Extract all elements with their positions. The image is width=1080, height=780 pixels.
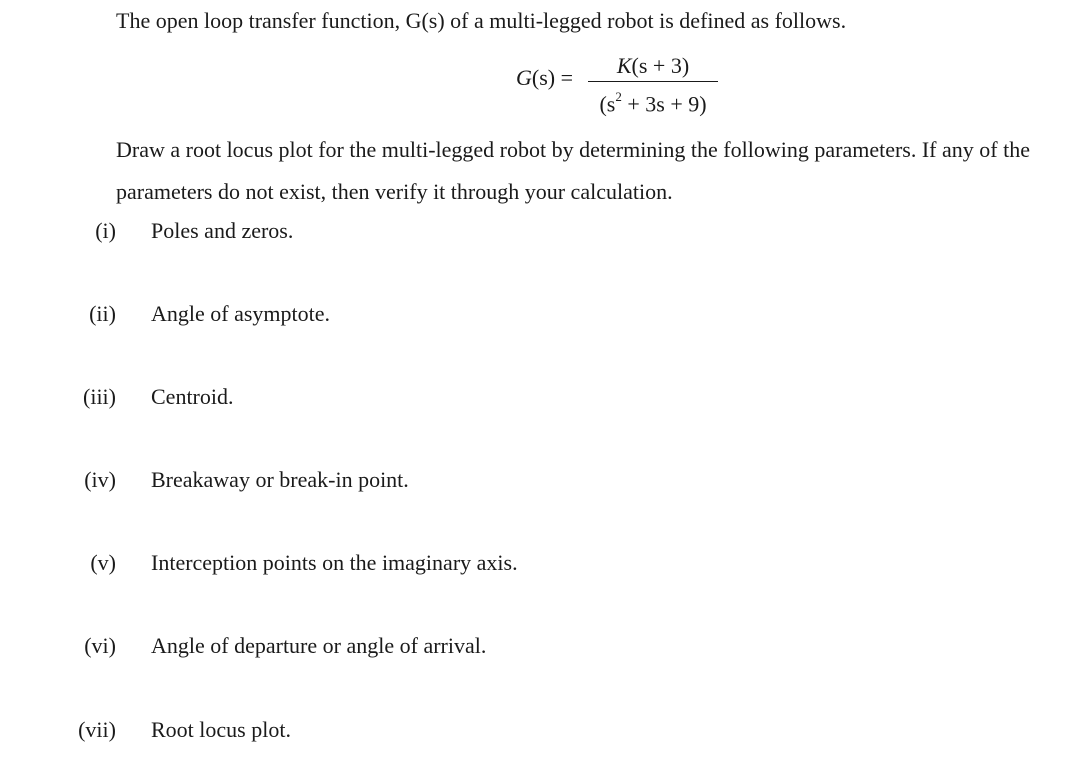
list-item-number: (iii) [83,384,116,409]
equation-lhs-function: G [516,65,532,90]
list-item-text: Angle of asymptote. [151,301,331,326]
list-item-number: (i) [95,218,116,243]
intro-paragraph: The open loop transfer function, G(s) of a multi-legged robot is defined as follows. [116,8,847,33]
equation-denominator [588,85,718,117]
list-item-number: (vii) [78,717,116,742]
denominator-exponent: 2 [615,89,622,105]
transfer-function-equation [516,52,726,118]
equation-numerator [588,52,718,80]
list-item-text: Angle of departure or angle of arrival. [151,633,487,658]
list-item-text: Poles and zeros. [151,218,294,243]
list-item-text: Interception points on the imaginary axis. [151,550,518,575]
fraction-bar [588,81,718,82]
instruction-paragraph: Draw a root locus plot for the multi-legged robot by determining the following parameters. If any of the parameters do not exist, then verify it through your calculation. [116,137,1030,204]
list-item-number: (ii) [89,301,116,326]
equation-lhs [516,65,573,91]
denominator-open: (s [599,91,616,117]
denominator-rest: + 3s + 9) [621,91,707,117]
list-item-text: Centroid. [151,384,234,409]
list-item-number: (vi) [84,633,116,658]
list-item-text: Root locus plot. [151,717,291,742]
list-item-number: (v) [90,550,116,575]
equation-fraction [588,52,718,117]
list-item-text: Breakaway or break-in point. [151,467,409,492]
numerator-factor: (s + 3) [631,53,690,78]
numerator-gain: K [616,53,632,78]
list-item-number: (iv) [84,467,116,492]
equation-lhs-argument: (s) = [531,65,574,90]
